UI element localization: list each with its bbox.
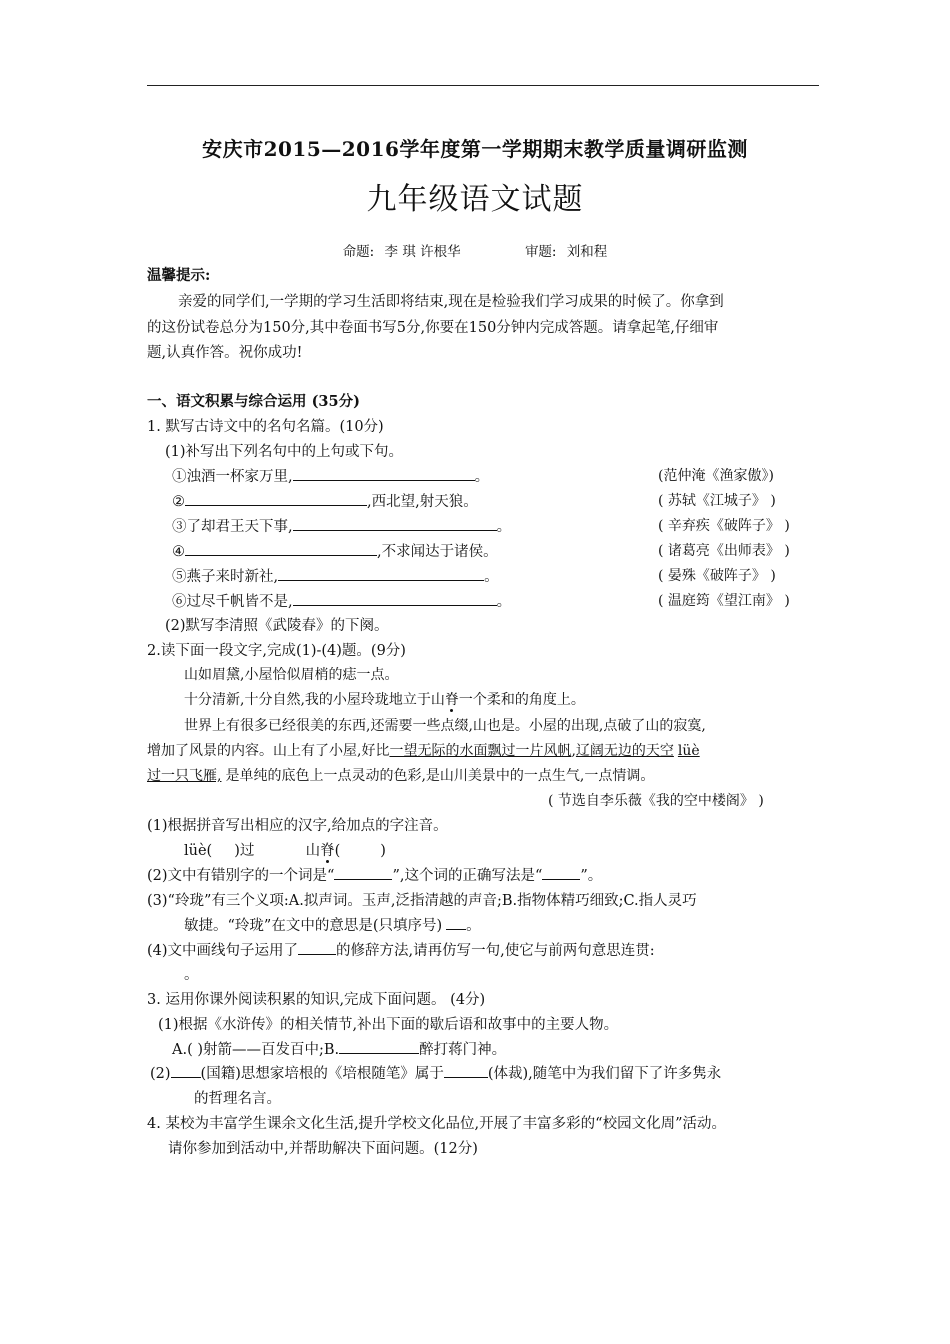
q2-source: ( 节选自李乐薇《我的空中楼阁》 ) <box>548 793 764 809</box>
answer-blank[interactable] <box>542 864 580 880</box>
tips-line-3: 题,认真作答。祝你成功! <box>147 345 303 361</box>
answer-blank[interactable] <box>293 465 475 481</box>
paper-title: 九年级语文试题 <box>366 182 584 217</box>
q2-passage-line-1: 山如眉黛,小屋恰似眉梢的痣一点。 <box>184 667 399 683</box>
q1-sub1: (1)补写出下列名句中的上句或下句。 <box>165 444 404 460</box>
q1-item-6-source: ( 温庭筠《望江南》 ) <box>658 593 790 609</box>
dotted-char: 脊 <box>444 692 459 708</box>
q1-item-4-source: ( 诸葛亮《出师表》 ) <box>658 543 790 559</box>
tips-line-2: 的这份试卷总分为150分,其中卷面书写5分,你要在150分钟内完成答题。请拿起笔,仔细审 <box>147 320 719 336</box>
dotted-char: 脊 <box>320 843 335 859</box>
q1-item-5: ⑤燕子来时新社, 。 <box>172 565 499 586</box>
top-rule <box>147 85 819 86</box>
q1-item-6: ⑥过尽千帆皆不是, 。 <box>172 590 511 611</box>
q2-title: 2.读下面一段文字,完成(1)-(4)题。(9分) <box>147 643 406 659</box>
q4-line-1: 4. 某校为丰富学生课余文化生活,提升学校文化品位,开展了丰富多彩的“校园文化周”活动。 <box>147 1116 726 1132</box>
setters: 李 琪 许根华 <box>384 244 461 260</box>
q1-title: 1. 默写古诗文中的名句名篇。(10分) <box>147 419 384 435</box>
reviewer-label: 审题: <box>524 244 557 260</box>
reviewer: 刘和程 <box>566 244 608 260</box>
q1-item-1-source: (范仲淹《渔家傲》) <box>658 468 774 484</box>
answer-blank[interactable] <box>293 590 497 606</box>
exam-title: 安庆市2015—2016学年度第一学期期末教学质量调研监测 <box>202 137 748 161</box>
q1-item-4: ④ ,不求闻达于诸侯。 <box>172 540 498 561</box>
q2-passage-line-5: 过一只飞雁, 是单纯的底色上一点灵动的色彩,是山川美景中的一点生气,一点情调。 <box>147 768 655 784</box>
underlined-sentence-2: 辽阔无边的天空 <box>575 743 674 759</box>
q2-sub2: (2)文中有错别字的一个词是“ ”,这个词的正确写法是“ ”。 <box>147 864 602 885</box>
answer-blank[interactable] <box>293 515 497 531</box>
q2-sub1: (1)根据拼音写出相应的汉字,给加点的字注音。 <box>147 818 448 834</box>
answer-blank[interactable] <box>334 864 392 880</box>
answer-blank[interactable] <box>185 540 377 556</box>
answer-blank[interactable] <box>446 914 466 930</box>
q3-sub2-end: 的哲理名言。 <box>194 1091 281 1107</box>
answer-blank[interactable] <box>444 1062 488 1078</box>
q2-sub4-end: 。 <box>184 967 199 983</box>
tips-heading: 温馨提示: <box>147 267 211 284</box>
q1-item-3: ③了却君王天下事, 。 <box>172 515 511 536</box>
tips-line-1: 亲爱的同学们,一学期的学习生活即将结束,现在是检验我们学习成果的时候了。你拿到 <box>178 294 724 310</box>
answer-blank[interactable] <box>185 490 367 506</box>
pinyin-lue: lüè <box>677 743 700 759</box>
q2-sub3-line-2: 敏捷。“玲珑”在文中的意思是(只填序号) 。 <box>184 914 481 935</box>
setters-label: 命题: <box>342 244 375 260</box>
q2-passage-line-2: 十分清新,十分自然,我的小屋玲珑地立于山脊一个柔和的角度上。 <box>184 692 585 708</box>
q1-item-1: ①浊酒一杯家万里, 。 <box>172 465 489 486</box>
q3-sub1-answers: A.( )射箭——百发百中;B. 醉打蒋门神。 <box>172 1038 506 1059</box>
section-1-heading: 一、语文积累与综合运用 (35分) <box>147 393 360 410</box>
answer-blank[interactable] <box>298 939 336 955</box>
answer-blank[interactable] <box>278 565 484 581</box>
q4-line-2: 请你参加到活动中,并帮助解决下面问题。(12分) <box>168 1141 478 1157</box>
authors-line <box>0 240 950 260</box>
answer-blank[interactable] <box>339 1038 419 1054</box>
q2-passage-line-4: 增加了风景的内容。山上有了小屋,好比一望无际的水面飘过一片风帆,辽阔无边的天空 lüè <box>147 743 700 759</box>
underlined-sentence-1: 一望无际的水面飘过一片风帆 <box>389 743 572 759</box>
answer-blank[interactable] <box>171 1062 201 1078</box>
q1-item-3-source: ( 辛弃疾《破阵子》 ) <box>658 518 790 534</box>
q2-sub4: (4)文中画线句子运用了 的修辞方法,请再仿写一句,使它与前两句意思连贯: <box>147 939 655 960</box>
q2-sub1-answers: lüè( )过 山脊( ) <box>184 843 386 859</box>
q2-passage-line-3: 世界上有很多已经很美的东西,还需要一些点缀,山也是。小屋的出现,点破了山的寂寞, <box>184 718 706 734</box>
q2-sub3-line-1: (3)“玲珑”有三个义项:A.拟声词。玉声,泛指清越的声音;B.指物体精巧细致;C.指人灵巧 <box>147 893 697 909</box>
q3-title: 3. 运用你课外阅读积累的知识,完成下面问题。 (4分) <box>147 992 486 1008</box>
q3-sub1: (1)根据《水浒传》的相关情节,补出下面的歇后语和故事中的主要人物。 <box>158 1017 619 1033</box>
q1-item-5-source: ( 晏殊《破阵子》 ) <box>658 568 776 584</box>
underlined-sentence-3: 过一只飞雁, <box>147 768 222 784</box>
q3-sub2: (2) (国籍)思想家培根的《培根随笔》属于 (体裁),随笔中为我们留下了许多隽永 <box>150 1062 721 1083</box>
q1-sub2: (2)默写李清照《武陵春》的下阕。 <box>165 618 389 634</box>
q1-item-2: ② ,西北望,射天狼。 <box>172 490 478 511</box>
q1-item-2-source: ( 苏轼《江城子》 ) <box>658 493 776 509</box>
